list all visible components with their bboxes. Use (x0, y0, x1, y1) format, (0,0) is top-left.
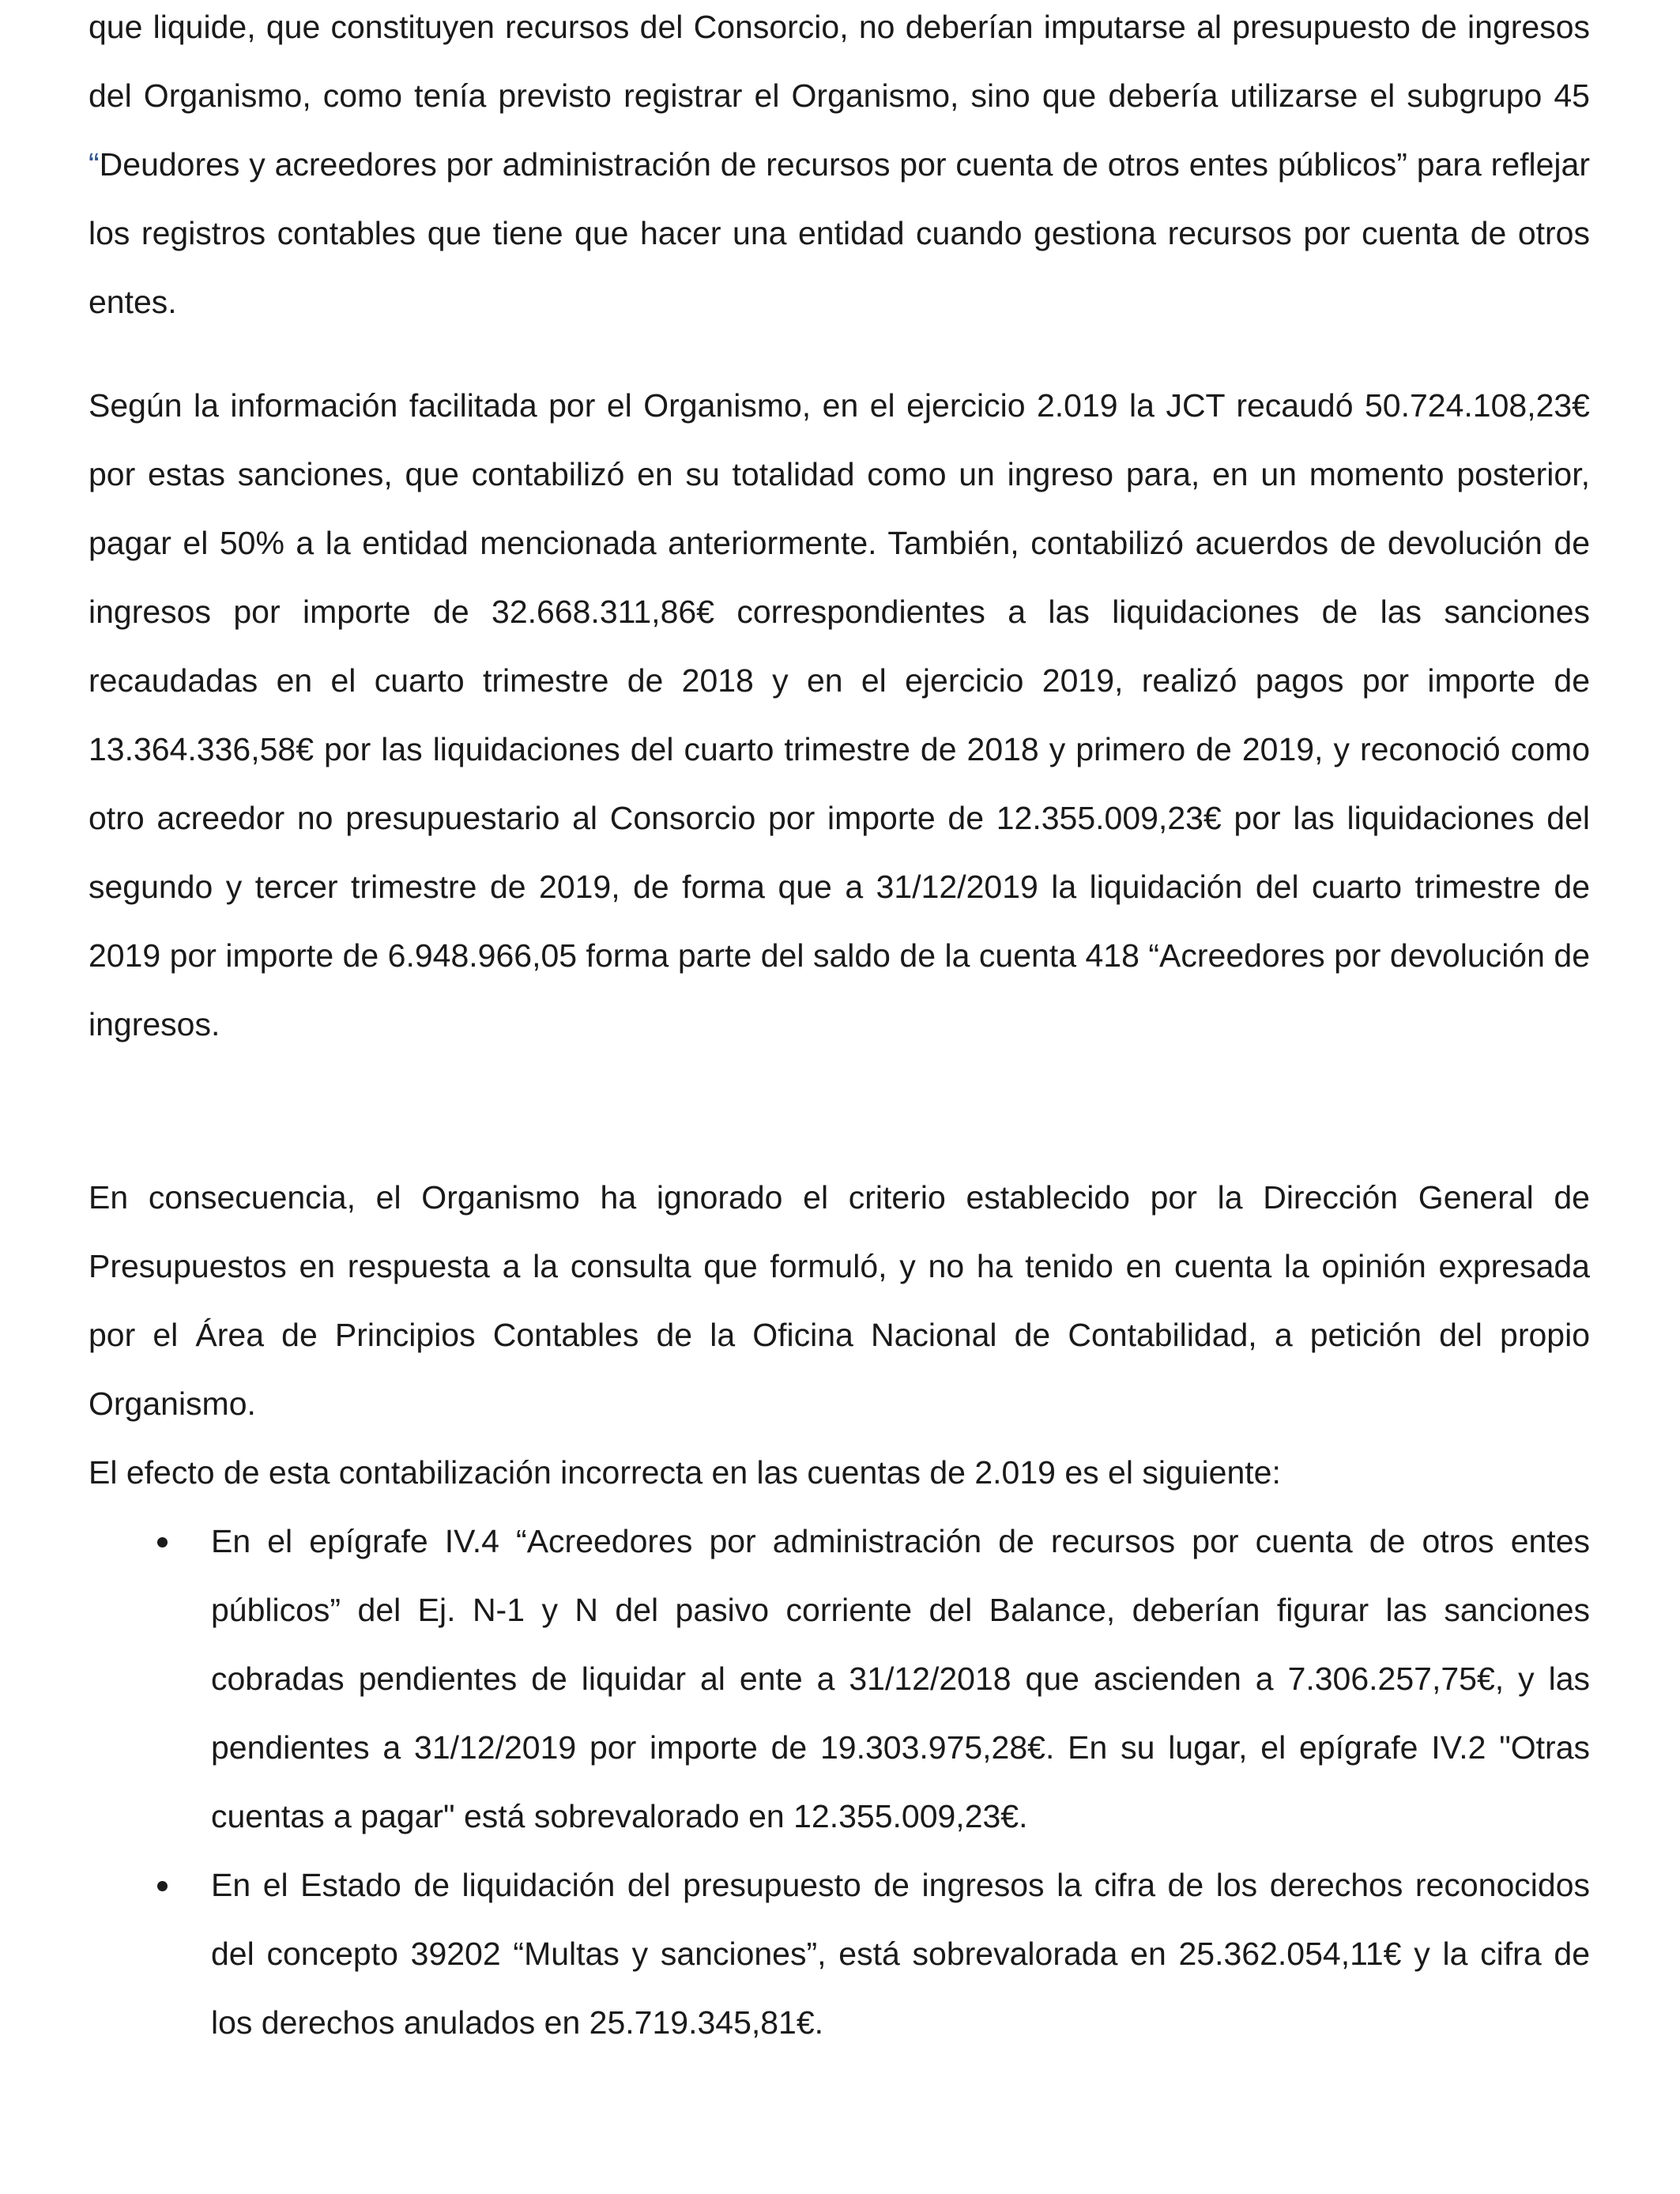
paragraph-text: que liquide, que constituyen recursos del Consorcio, no deberían imputarse al presupuesto de ingresos del Organismo, como tenía previsto registrar el Organismo, sino que debería utilizarse el subgrupo 45 (89, 9, 1590, 114)
bullet-dot-icon (157, 1881, 168, 1891)
paragraph-text: Deudores y acreedores por administración de recursos por cuenta de otros entes públicos” para reflejar los registros contables que tiene que hacer una entidad cuando gestiona recursos por cuenta de otros entes. (89, 146, 1590, 320)
paragraph-consequence: En consecuencia, el Organismo ha ignorado el criterio establecido por la Dirección General de Presupuestos en respuesta a la consulta que formuló, y no ha tenido en cuenta la opinión expresada por el Área de Principios Contables de la Oficina Nacional de Contabilidad, a petición del propio Organismo. (89, 1179, 1590, 1422)
paragraph-jct-collection: Según la información facilitada por el Organismo, en el ejercicio 2.019 la JCT recaudó 50.724.108,23€ por estas sanciones, que contabilizó en su totalidad como un ingreso para, en un momento posterior, pagar el 50% a la entidad mencionada anteriormente. También, contabilizó acuerdos de devolución de ingresos por importe de 32.668.311,86€ correspondientes a las liquidaciones de las sanciones recaudadas en el cuarto trimestre de 2018 y en el ejercicio 2019, realizó pagos por importe de 13.364.336,58€ por las liquidaciones del cuarto trimestre de 2018 y primero de 2019, y reconoció como otro acreedor no presupuestario al Consorcio por importe de 12.355.009,23€ por las liquidaciones del segundo y tercer trimestre de 2019, de forma que a 31/12/2019 la liquidación del cuarto trimestre de 2019 por importe de 6.948.966,05 forma parte del saldo de la cuenta 418 “Acreedores por devolución de ingresos. (89, 387, 1590, 1042)
bullet-text: En el epígrafe IV.4 “Acreedores por administración de recursos por cuenta de otros entes públicos” del Ej. N-1 y N del pasivo corriente del Balance, deberían figurar las sanciones cobradas pendientes de liquidar al ente a 31/12/2018 que ascienden a 7.306.257,75€, y las pendientes a 31/12/2019 por importe de 19.303.975,28€. En su lugar, el epígrafe IV.2 "Otras cuentas a pagar" está sobrevalorado en 12.355.009,23€. (211, 1523, 1590, 1834)
bullet-item-budget (89, 1851, 1590, 2057)
opening-quote-mark: “ (89, 146, 100, 183)
paragraph-effect-intro: El efecto de esta contabilización incorrecta en las cuentas de 2.019 es el siguiente: (89, 1454, 1281, 1491)
effects-bullet-list (89, 1507, 1590, 2057)
document-page (89, 0, 1590, 2057)
bullet-text: En el Estado de liquidación del presupuesto de ingresos la cifra de los derechos reconocidos del concepto 39202 “Multas y sanciones”, está sobrevalorada en 25.362.054,11€ y la cifra de los derechos anulados en 25.719.345,81€. (211, 1867, 1590, 2041)
bullet-item-balance (89, 1507, 1590, 1851)
paragraph-consorcio-resources (89, 0, 1590, 337)
bullet-dot-icon (157, 1537, 168, 1547)
